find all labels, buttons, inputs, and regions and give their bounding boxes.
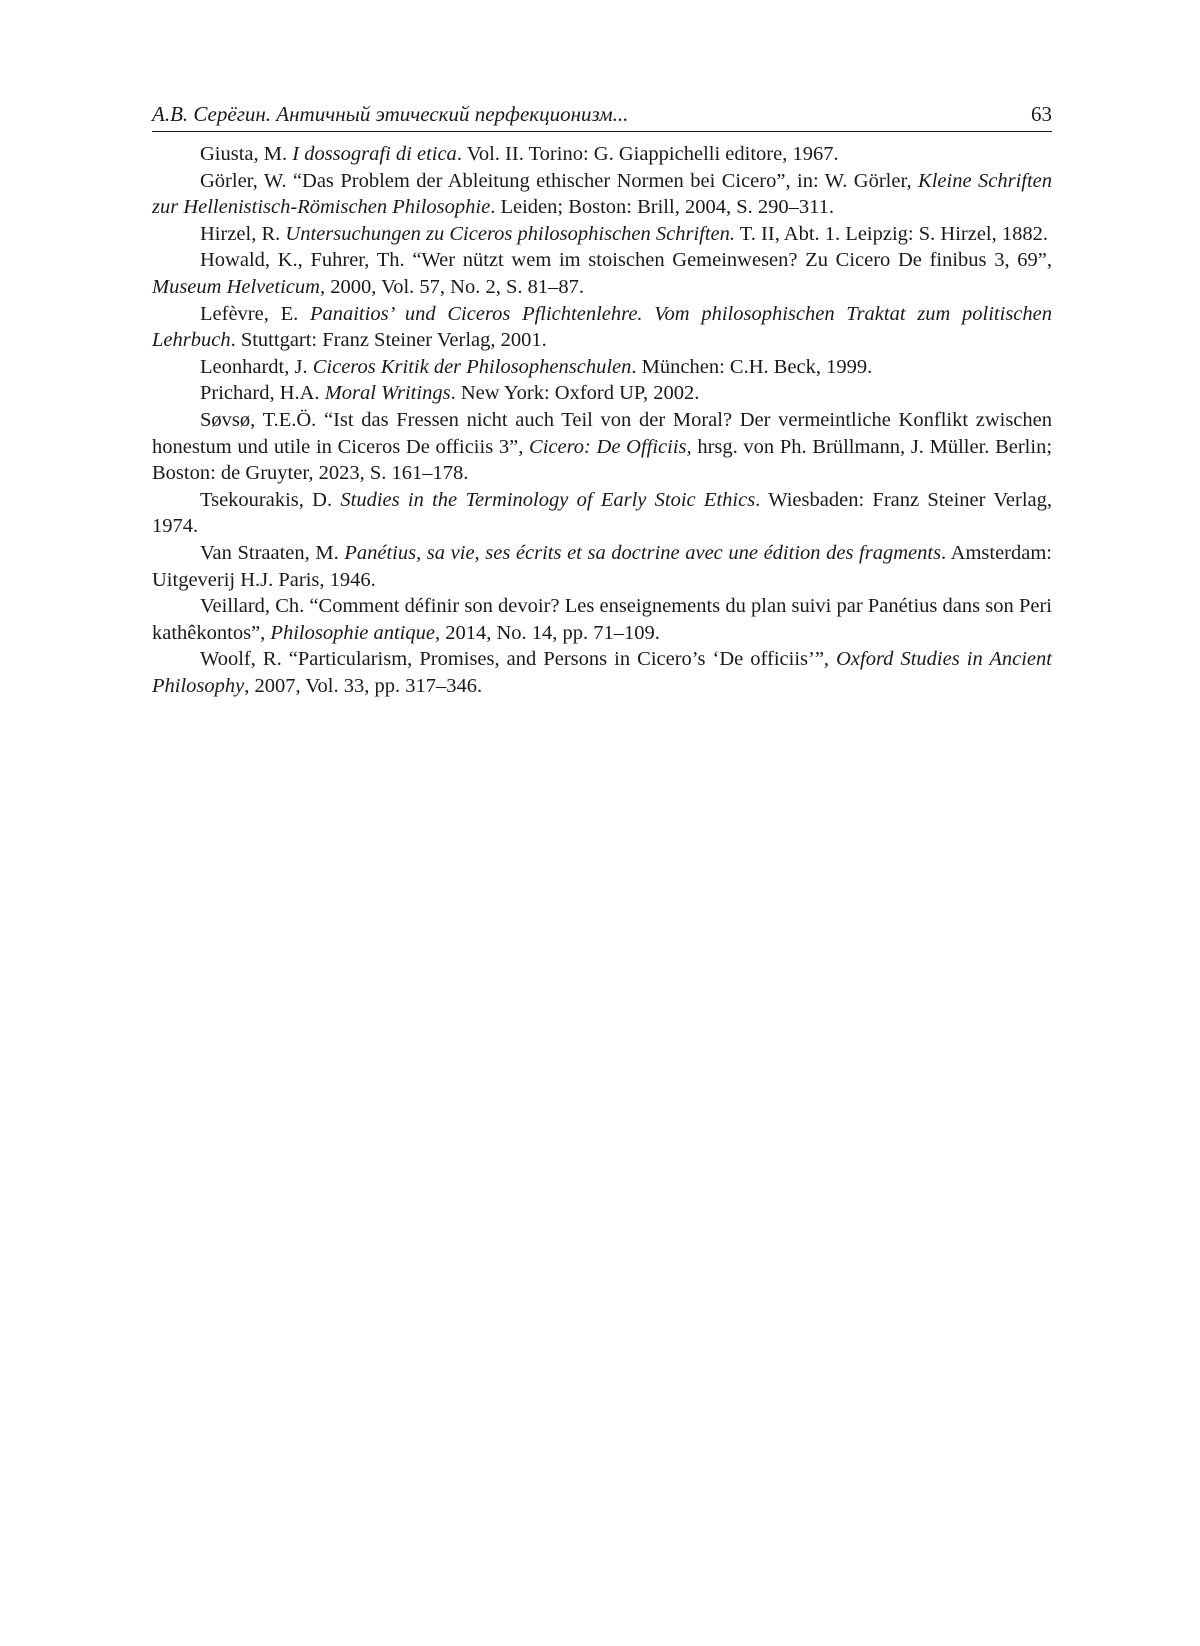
reference-title: Moral Writings <box>324 382 451 405</box>
reference-entry <box>152 407 1052 487</box>
reference-text: Görler, W. “Das Problem der Ableitung ethischer Normen bei Cicero”, in: W. Görler, <box>200 169 919 192</box>
reference-title: Oxford Studies in Ancient Philosophy <box>152 648 1052 697</box>
reference-text: T. II, Abt. 1. Leipzig: S. Hirzel, 1882. <box>735 222 1048 245</box>
reference-text: , 2000, Vol. 57, No. 2, S. 81–87. <box>319 275 585 298</box>
reference-text: Hirzel, R. <box>200 222 286 245</box>
reference-entry <box>152 247 1052 300</box>
reference-text: Woolf, R. “Particularism, Promises, and Persons in Cicero’s ‘De officiis’”, <box>200 648 837 671</box>
reference-title: Museum Helveticum <box>152 275 320 298</box>
reference-text: Leonhardt, J. <box>200 355 313 378</box>
reference-title: Ciceros Kritik der Philosophenschulen <box>312 355 632 378</box>
reference-text: . Leiden; Boston: Brill, 2004, S. 290–311. <box>490 196 834 219</box>
reference-text: Van Straaten, M. <box>200 541 345 564</box>
reference-text: . München: C.H. Beck, 1999. <box>631 355 873 378</box>
reference-title: Panaitios’ und Ciceros Pflichtenlehre. Vom philosophischen Traktat zum politischen Lehrbuch <box>152 302 1052 352</box>
reference-text: Lefèvre, E. <box>200 302 310 325</box>
reference-entry <box>152 487 1052 540</box>
reference-entry <box>152 380 1052 407</box>
reference-text: Søvsø, T.E.Ö. “Ist das Fressen nicht auch Teil von der Moral? Der vermeintliche Konflikt zwischen honestum und utile in Ciceros De officiis 3”, <box>152 408 1052 458</box>
reference-text: . New York: Oxford UP, 2002. <box>450 382 700 405</box>
reference-entry <box>152 141 1052 168</box>
reference-text: . Stuttgart: Franz Steiner Verlag, 2001. <box>230 329 547 352</box>
reference-text: Prichard, H.A. <box>200 382 325 405</box>
reference-entry <box>152 301 1052 354</box>
reference-entry <box>152 540 1052 593</box>
reference-text: Veillard, Ch. “Comment définir son devoir? Les enseignements du plan suivi par Panétius dans son Peri kathêkontos”, <box>152 595 1052 644</box>
reference-title: I dossografi di etica <box>292 143 457 165</box>
reference-text: Tsekourakis, D. <box>200 488 341 511</box>
running-header <box>152 100 1052 132</box>
reference-text: hrsg. von Ph. Brüllmann, J. Müller. Berlin; Boston: de Gruyter, 2023, S. 161–178. <box>152 435 1053 485</box>
reference-entry <box>152 354 1052 381</box>
reference-title: Cicero: De Officiis, <box>529 435 692 458</box>
running-title: А.В. Серёгин. Античный этический перфекционизм... <box>152 102 629 126</box>
document-page <box>152 100 1052 699</box>
reference-text: , 2007, Vol. 33, pp. 317–346. <box>244 674 483 697</box>
reference-entry <box>152 168 1052 221</box>
reference-title: Studies in the Terminology of Early Stoic Ethics <box>340 488 756 511</box>
reference-entry <box>152 221 1052 248</box>
page-number: 63 <box>1031 102 1052 126</box>
reference-title: Philosophie antique <box>270 621 435 644</box>
reference-text: . Amsterdam: Uitgeverij H.J. Paris, 1946. <box>152 541 1052 591</box>
reference-text: Giusta, M. <box>200 143 293 165</box>
reference-title: Panétius, sa vie, ses écrits et sa doctrine avec une édition des fragments <box>344 541 942 564</box>
reference-text: , 2014, No. 14, pp. 71–109. <box>434 621 660 644</box>
reference-text: Howald, K., Fuhrer, Th. “Wer nützt wem im stoischen Gemeinwesen? Zu Cicero De finibus 3, 69”, <box>200 249 1052 272</box>
reference-text: . Wiesbaden: Franz Steiner Verlag, 1974. <box>152 488 1052 538</box>
reference-title: Untersuchungen zu Ciceros philosophischen Schriften. <box>285 222 736 245</box>
reference-title: Kleine Schriften zur Hellenistisch-Römischen Philosophie <box>152 169 1052 219</box>
reference-list <box>152 141 1052 699</box>
reference-entry <box>152 646 1052 699</box>
reference-entry <box>152 593 1052 646</box>
reference-text: . Vol. II. Torino: G. Giappichelli editore, 1967. <box>456 143 839 165</box>
